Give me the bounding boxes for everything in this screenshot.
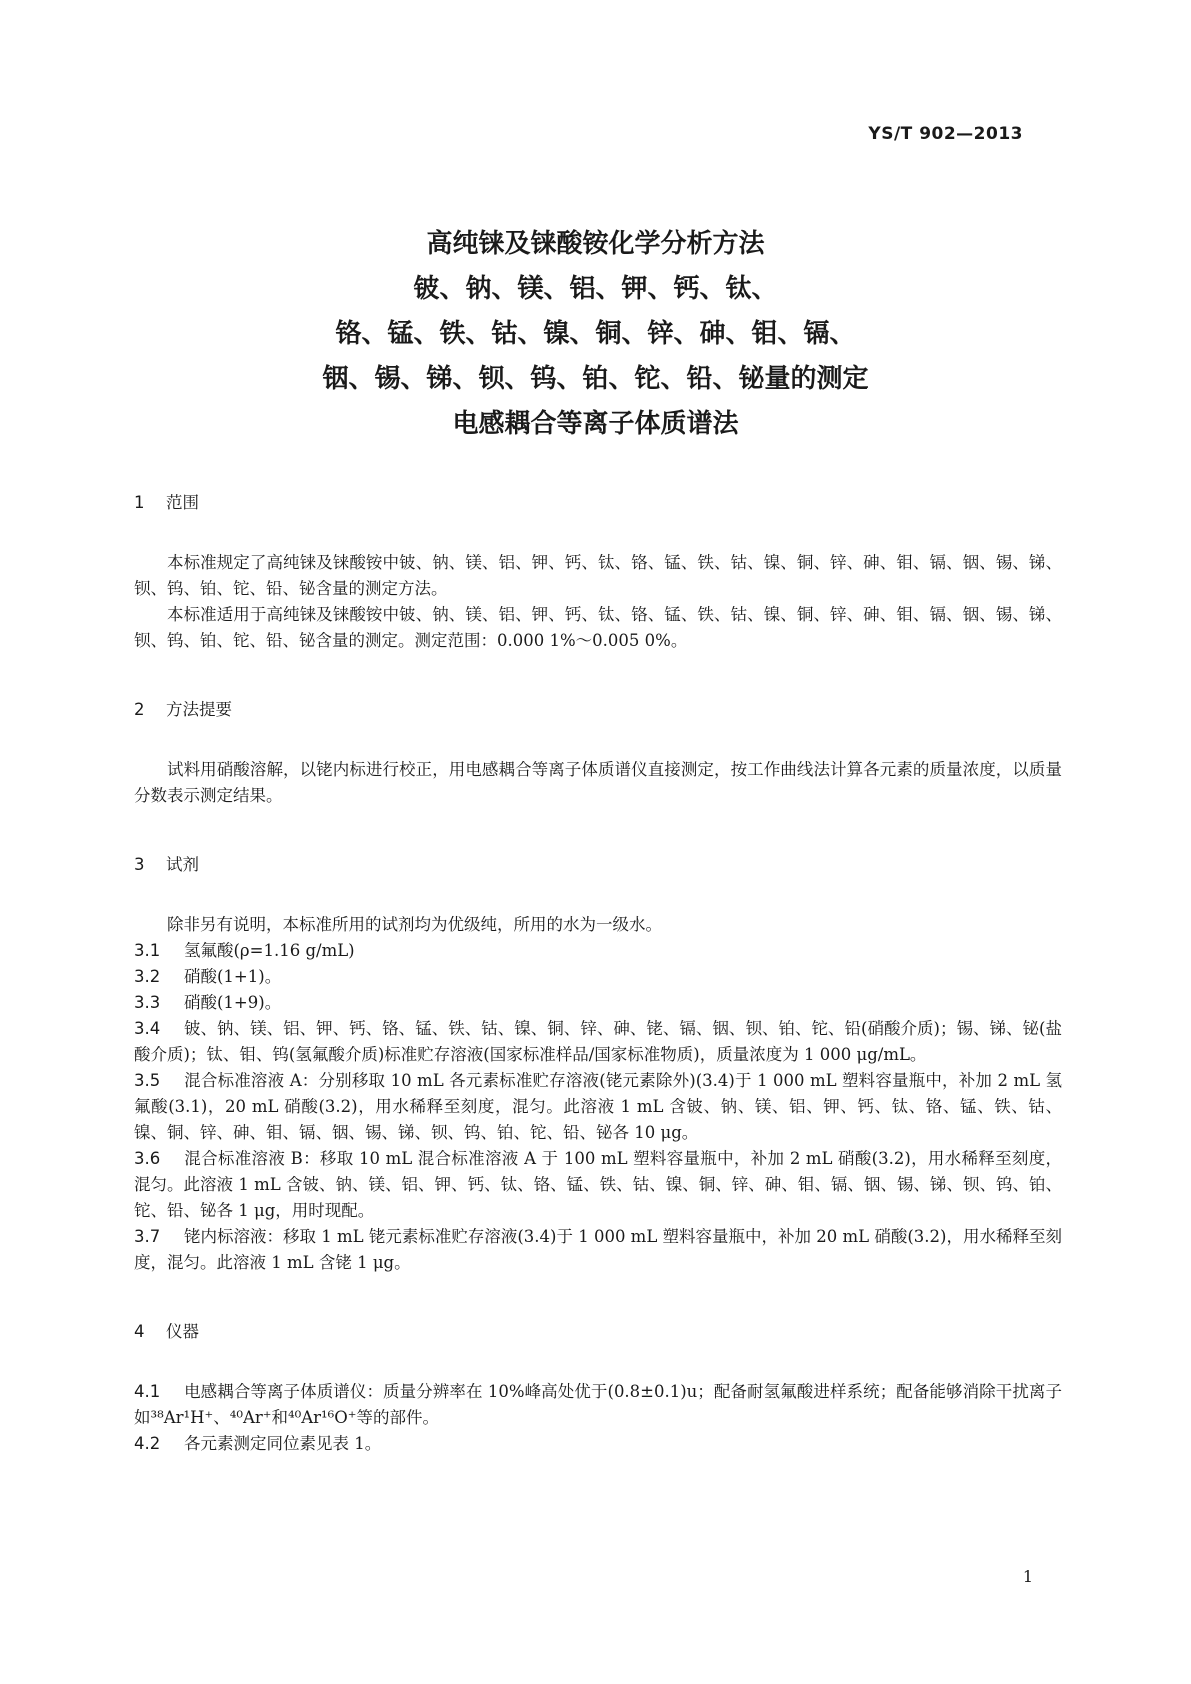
section-number: 2 [134,700,145,719]
title-line: 电感耦合等离子体质谱法 [452,409,739,439]
item-number: 3.6 [134,1149,161,1168]
list-item [134,990,1062,1016]
item-number: 3.7 [134,1227,161,1246]
section-title: 仪器 [166,1322,199,1341]
list-item [134,964,1062,990]
item-text: 铑内标溶液：移取 1 mL 铑元素标准贮存溶液(3.4)于 1 000 mL 塑料容量瓶中，补加 20 mL 硝酸(3.2)，用水稀释至刻度，混匀。此溶液 1 mL 含铑 1 μg。 [134,1227,1062,1272]
item-number: 4.2 [134,1434,161,1453]
document-body [134,490,1062,1457]
section-heading-scope [134,490,1062,516]
section-title: 试剂 [166,855,199,874]
paragraph: 试料用硝酸溶解，以铑内标进行校正，用电感耦合等离子体质谱仪直接测定，按工作曲线法计算各元素的质量浓度，以质量分数表示测定结果。 [134,760,1062,805]
section-title: 方法提要 [166,700,232,719]
item-text: 各元素测定同位素见表 1。 [184,1434,382,1453]
list-item [134,1431,1062,1457]
document-title [0,222,1191,447]
paragraph: 本标准规定了高纯铼及铼酸铵中铍、钠、镁、铝、钾、钙、钛、铬、锰、铁、钴、镍、铜、锌、砷、钼、镉、铟、锡、锑、钡、钨、铂、铊、铅、铋含量的测定方法。 [134,553,1062,598]
list-item [134,1068,1062,1146]
page-number: 1 [1022,1567,1033,1586]
section-title: 范围 [166,493,199,512]
item-text: 铍、钠、镁、铝、钾、钙、铬、锰、铁、钴、镍、铜、锌、砷、铑、镉、铟、钡、铂、铊、铅(硝酸介质)；锡、锑、铋(盐酸介质)；钛、钼、钨(氢氟酸介质)标准贮存溶液(国家标准样品/国家标准物质)，质量浓度为 1 000 μg/mL。 [134,1019,1062,1064]
title-line: 高纯铼及铼酸铵化学分析方法 [426,229,765,259]
list-item [134,1379,1062,1431]
section-number: 4 [134,1322,145,1341]
item-number: 3.2 [134,967,161,986]
item-number: 3.1 [134,941,161,960]
section-number: 1 [134,493,145,512]
list-item [134,1016,1062,1068]
paragraph: 除非另有说明，本标准所用的试剂均为优级纯，所用的水为一级水。 [167,915,662,934]
section-heading-reagents [134,852,1062,878]
section-heading-principle [134,697,1062,723]
section-heading-apparatus [134,1319,1062,1345]
item-text: 氢氟酸(ρ=1.16 g/mL) [184,941,355,960]
item-text: 电感耦合等离子体质谱仪：质量分辨率在 10%峰高处优于(0.8±0.1)u；配备耐氢氟酸进样系统；配备能够消除干扰离子如³⁸Ar¹H⁺、⁴⁰Ar⁺和⁴⁰Ar¹⁶O⁺等的部件。 [134,1382,1062,1427]
item-number: 4.1 [134,1382,161,1401]
list-item [134,938,1062,964]
paragraph: 本标准适用于高纯铼及铼酸铵中铍、钠、镁、铝、钾、钙、钛、铬、锰、铁、钴、镍、铜、锌、砷、钼、镉、铟、锡、锑、钡、钨、铂、铊、铅、铋含量的测定。测定范围：0.000 1%～0.005 0%。 [134,605,1062,650]
item-number: 3.4 [134,1019,161,1038]
item-text: 硝酸(1+9)。 [184,993,282,1012]
title-line: 铬、锰、铁、钴、镍、铜、锌、砷、钼、镉、 [335,319,856,349]
item-number: 3.3 [134,993,161,1012]
item-text: 混合标准溶液 B：移取 10 mL 混合标准溶液 A 于 100 mL 塑料容量瓶中，补加 2 mL 硝酸(3.2)，用水稀释至刻度，混匀。此溶液 1 mL 含铍、钠、镁、铝、钾、钙、钛、铬、锰、铁、钴、镍、铜、锌、砷、钼、镉、铟、锡、锑、钡、钨、铂、铊、铅、铋各 1 μg，用时现配。 [134,1149,1062,1220]
item-number: 3.5 [134,1071,161,1090]
item-text: 硝酸(1+1)。 [184,967,282,986]
section-number: 3 [134,855,145,874]
standard-number: YS/T 902—2013 [868,124,1023,144]
title-line: 铍、钠、镁、铝、钾、钙、钛、 [413,274,778,304]
list-item [134,1224,1062,1276]
list-item [134,1146,1062,1224]
item-text: 混合标准溶液 A：分别移取 10 mL 各元素标准贮存溶液(铑元素除外)(3.4)于 1 000 mL 塑料容量瓶中，补加 2 mL 氢氟酸(3.1)，20 mL 硝酸(3.2)，用水稀释至刻度，混匀。此溶液 1 mL 含铍、钠、镁、铝、钾、钙、钛、铬、锰、铁、钴、镍、铜、锌、砷、钼、镉、铟、锡、锑、钡、钨、铂、铊、铅、铋各 10 μg。 [134,1071,1062,1142]
title-line: 铟、锡、锑、钡、钨、铂、铊、铅、铋量的测定 [322,364,869,394]
